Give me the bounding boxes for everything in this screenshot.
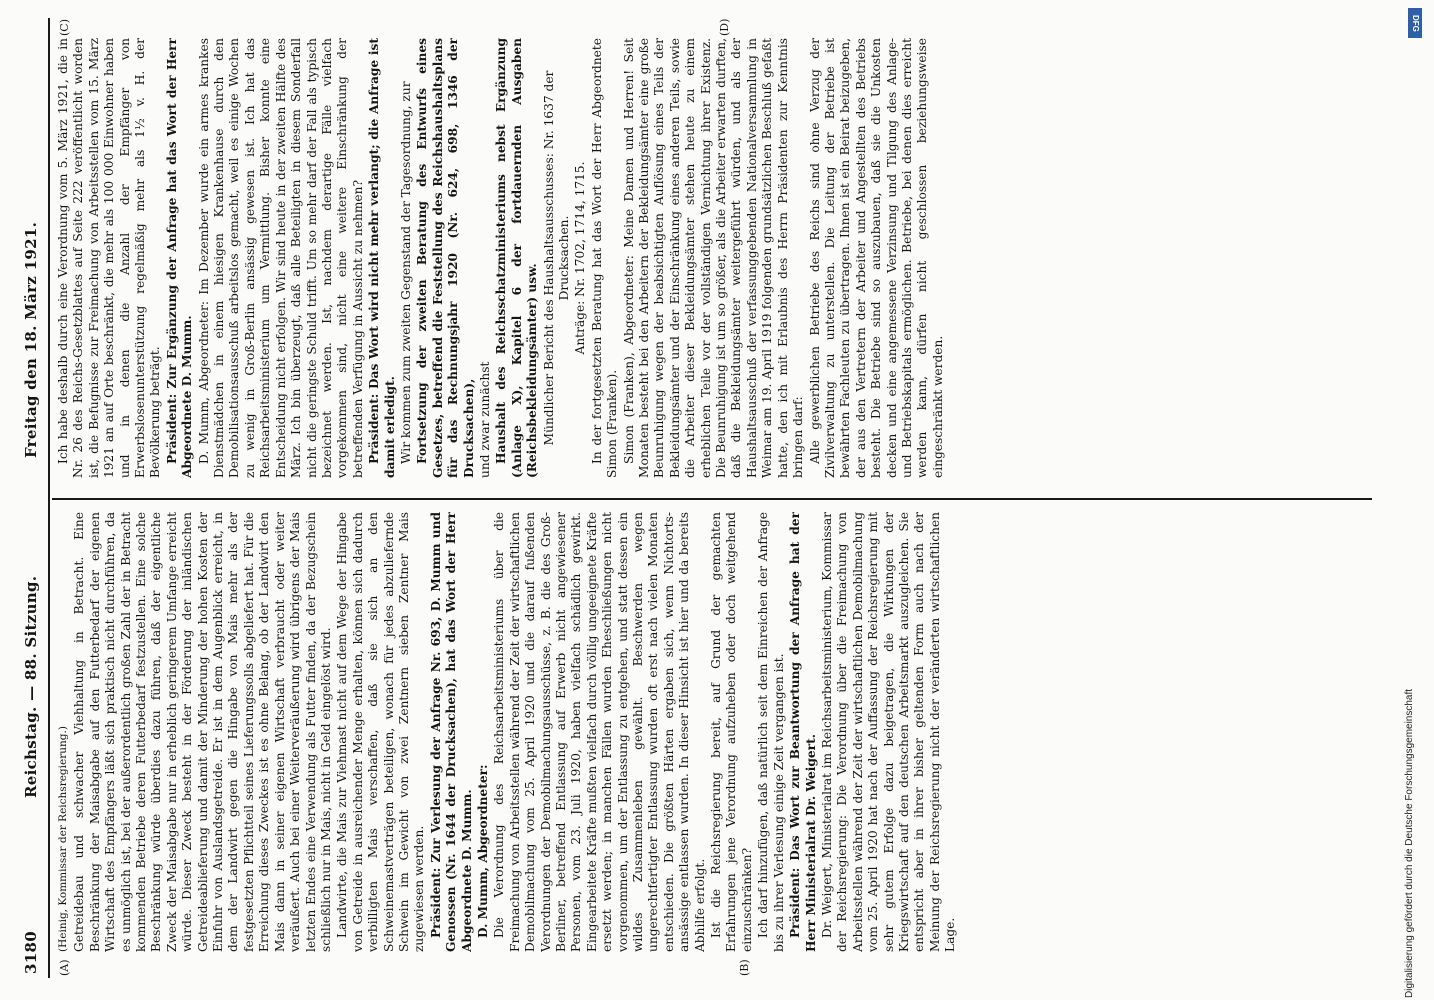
quoted-resolution: Alle gewerblichen Betriebe des Reichs sind ohne Verzug der Zivilverwaltung zu unterstellen. Die Leitung der Betriebe ist bewährten Fachleuten zu übertragen. Ihnen ist ein Beirat beizugeben, der aus den Vertretern der Arbeiter und Angestellten des Betriebs besteht. Die Betriebe sind so auszubauen, daß sie die Unkosten decken und eine angemessene Verzinsung und Tilgung des Anlage- und Betriebskapitals ermöglichen. Betriebe, bei denen dies erreicht werden kann, dürfen nicht geschlossen beziehungsweise eingeschränkt werden. [807,38,945,478]
speaker-note: (Heinig, Kommissar der Reichsregierung.) [57,726,69,952]
page-number: 3180 [22,931,40,974]
page-date: Freitag den 18. März 1921. [22,221,40,458]
paragraph: und zwar zunächst [477,361,492,478]
paragraph: Ist die Reichsregierung bereit, auf Grund der gemachten Erfahrungen jene Verordnung aufzuheben oder doch weitgehend einzuschränken? [709,512,754,952]
paragraph: Ich habe deshalb durch eine Verordnung vom 5. März 1921, die in Nr. 26 des Reichs-Gesetzblattes auf Seite 222 veröffentlicht worden ist, die Befugnisse zur Freimachung von Arbeitsstellen vom 15. März 1921 an auf Orte beschränkt, die mehr als 100 000 Einwohner haben und in denen die Anzahl der Empfänger von Erwerbslosenunterstützung regelmäßig mehr als 1½ v. H. der Bevölkerung beträgt. [56,38,163,478]
paragraph: In der fortgesetzten Beratung hat das Wort der Herr Abgeordnete Simon (Franken). [589,38,620,478]
margin-marker-b: (B) [738,959,751,976]
header-rule [48,18,50,978]
digitization-credit: Digitalisierung gefördert durch die Deutsche Forschungsgemeinschaft [1404,688,1415,998]
rotated-page-content [18,18,1374,978]
speaker-heading: D. Mumm, Abgeordneter: [475,764,490,938]
paragraph: Die Verordnung des Reichsarbeitsministeriums über die Freimachung von Arbeitsstellen während der Zeit der wirtschaftlichen Demobilmachung vom 25. April 1920 und die darauf fußenden Verordnungen der Demobilmachungsausschüsse, z. B. die des Groß-Berliner, betreffend Entlassung auf Erwerb nicht angewiesener Personen, vom 23. Juli 1920, haben vielfach schädlich gewirkt. Eingearbeitete Kräfte mußten vielfach durch völlig ungeeignete Kräfte ersetzt werden; in manchen Fällen wurden Eheschließungen nicht vorgenommen, um der Entlassung zu entgehen, und statt dessen ein wildes Zusammenleben gewählt. Beschwerden wegen ungerechtfertigter Entlassung wurden oft erst nach vielen Monaten entschieden. Die größten Härten ergaben sich, wenn Nichtortsansässige entlassen wurden. In dieser Hinsicht ist hier und da bereits Abhilfe erfolgt. [492,512,707,952]
paragraph: Ich darf hinzufügen, daß natürlich seit dem Einreichen der Anfrage bis zu ihrer Verlesung einige Zeit vergangen ist. [756,512,786,952]
margin-marker-c: (C) [58,19,71,36]
president-remark: Präsident: Zur Verlesung der Anfrage Nr. 693, D. Mumm und Genossen (Nr. 1644 der Drucksachen), hat das Wort der Herr Abgeordnete D. Mumm. [428,512,474,952]
margin-marker-a: (A) [58,959,71,976]
president-remark: Präsident: Das Wort zur Beantwortung der Anfrage hat der Herr Ministerialrat Dr. Weigert. [788,512,818,952]
agenda-title: Fortsetzung der zweiten Beratung des Entwurfs eines Gesetzes, betreffend die Feststellung des Reichshaushaltsplans für das Rechnungsjahr 1920 (Nr. 624, 698, 1346 der Drucksachen), [415,38,476,478]
digitization-sidebar [1402,0,1430,1000]
page-header [18,38,48,978]
paragraph: Wir kommen zum zweiten Gegenstand der Tagesordnung, zur [398,81,413,464]
running-title: Reichstag. — 88. Sitzung. [22,575,40,798]
paragraph: Simon (Franken), Abgeordneter: Meine Damen und Herren! Seit Monaten besteht bei den Arbeitern der Bekleidungsämter eine große Beunruhigung wegen der beabsichtigten Auflösung eines Teils der Bekleidungsämter und der Einschränkung eines anderen Teils, sowie die Arbeiter dieser Bekleidungsämter stehen heute zu einem erheblichen Teile vor der vollständigen Vernichtung ihrer Existenz. Die Beunruhigung ist um so größer, als die Arbeiter erwarten durften, daß die Bekleidungsämter weitergeführt würden, und als der Haushaltsausschuß der verfassunggebenden Nationalversammlung in Weimar am 19. April 1919 folgenden grundsätzlichen Beschluß gefaßt hatte, den ich mit Erlaubnis des Herrn Präsidenten zur Kenntnis bringen darf: [621,38,806,478]
paragraph: D. Mumm, Abgeordneter: Im Dezember wurde ein armes krankes Dienstmädchen in einem hiesigen Krankenhause durch den Demobilisationsausschuß arbeitslos gemacht, weil es einige Wochen zu wenig in Groß-Berlin ansässig gewesen ist. Ich hat das Reichsarbeitsministerium um Vermittlung. Bisher konnte eine Entscheidung nicht erfolgen. Wir sind heute in der zweiten Hälfte des März. Ich bin überzeugt, daß alle Beteiligten in diesem Sonderfall nicht die geringste Schuld trifft. Um so mehr darf der Fall als typisch bezeichnet werden. Ist, nachdem derartige Fälle vielfach vorgekommen sind, nicht eine weitere Einschränkung der betreffenden Verfügung in Aussicht zu nehmen? [196,38,365,478]
paragraph: Landwirte, die Mais zur Viehmast nicht auf dem Wege der Hingabe von Getreide in ausreichender Menge erhalten, können sich dadurch verbilligten Mais verschaffen, daß sie sich an den Schweinemastverträgen beteiligen, wonach für jedes abzuliefernde Schwein im Gewicht von zwei Zentnern sieben Zentner Mais zugewiesen werden. [335,512,427,952]
paragraph: Getreidebau und schwacher Viehhaltung in Betracht. Eine Beschränkung der Maisabgabe auf den Futterbedarf der eigenen Wirtschaft des Empfängers läßt sich praktisch nicht durchführen, da es unmöglich ist, bei der außerordentlich großen Zahl der in Betracht kommenden Betriebe deren Futterbedarf festzustellen. Eine solche Beschränkung würde überdies dazu führen, daß der eigentliche Zweck der Maisabgabe nur in erheblich geringerem Umfange erreicht würde. Dieser Zweck besteht in der Förderung der inländischen Getreideablieferung und damit der Minderung der hohen Kosten der Einfuhr von Auslandsgetreide. Er ist in dem Augenblick erreicht, in dem der Landwirt gegen die Hingabe von Mais mehr als der festgesetzten Pflichtteil seines Lieferungssolls abgeliefert hat. Für die Erreichung dieses Zweckes ist es ohne Belang, ob der Landwirt den Mais dann in seiner eigenen Wirtschaft verbraucht oder weiter veräußert. Auch bei einer Weiterveräußerung wird übrigens der Mais letzten Endes eine Verwendung als Futter finden, da der Bezugschein schließlich nur in Mais, nicht in Geld eingelöst wird. [72,512,333,952]
left-column [56,512,1366,952]
report-line: Mündlicher Bericht des Haushaltsausschusses: Nr. 1637 der Drucksachen. [541,70,571,446]
budget-title: Haushalt des Reichsschatzministeriums nebst Ergänzung (Anlage X), Kapitel 6 der fortdauernden Ausgaben (Reichsbekleidungsämter) usw. [494,38,540,478]
president-remark: Präsident: Das Wort wird nicht mehr verlangt; die Anfrage ist damit erledigt. [367,38,397,478]
right-column [56,38,1366,478]
president-remark: Präsident: Zur Ergänzung der Anfrage hat das Wort der Herr Abgeordnete D. Mumm. [164,38,195,478]
margin-marker-d: (D) [718,18,731,36]
motions-line: Anträge: Nr. 1702, 1714, 1715. [573,161,588,355]
paragraph: Dr. Weigert, Ministerialrat im Reichsarbeitsministerium, Kommissar der Reichsregierung: Die Verordnung über die Freimachung von Arbeitsstellen während der Zeit der wirtschaftlichen Demobilmachung vom 25. April 1920 hat nach der Auffassung der Reichsregierung mit sehr gutem Erfolge dazu beigetragen, die Wirkungen der Kriegswirtschaft auf den deutschen Arbeitsmarkt auszugleichen. Sie entspricht aber in ihrer bisher geltenden Form auch nach der Meinung der Reichsregierung nicht der veränderten wirtschaftlichen Lage. [819,512,958,952]
dfg-logo: DFG [1408,8,1422,38]
column-divider [52,499,1372,501]
